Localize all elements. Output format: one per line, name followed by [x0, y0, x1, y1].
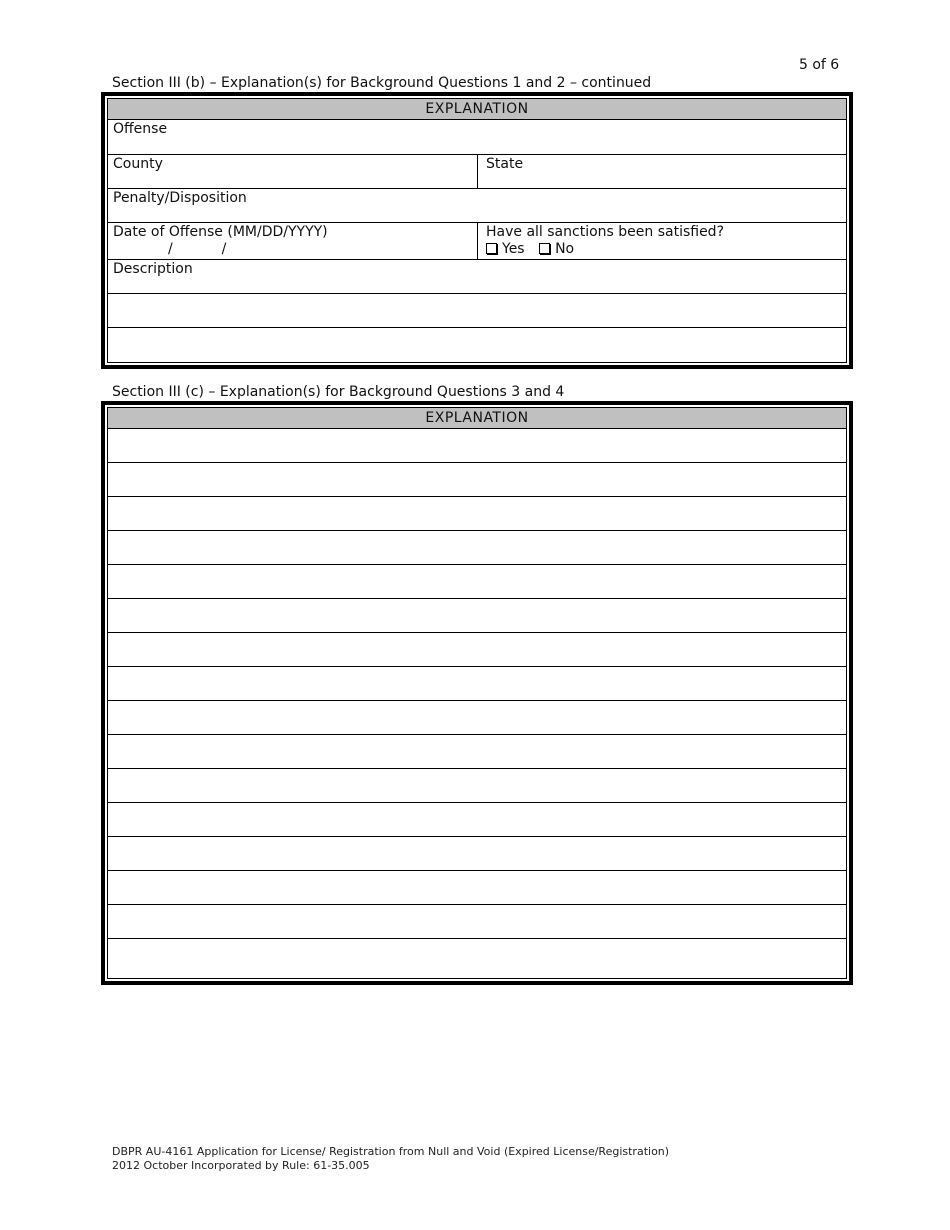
description-row[interactable] [108, 260, 846, 294]
state-label: State [486, 156, 524, 172]
sanctions-field [478, 223, 846, 259]
county-label: County [113, 156, 163, 172]
no-option[interactable] [539, 241, 574, 257]
offense-row[interactable] [108, 120, 846, 155]
yes-option[interactable] [486, 241, 525, 257]
section-b-table [107, 98, 847, 363]
penalty-label: Penalty/Disposition [113, 190, 247, 206]
section-c-title: Section III (c) – Explanation(s) for Background Questions 3 and 4 [112, 384, 565, 400]
state-field[interactable] [478, 155, 846, 188]
footer-line-2: 2012 October Incorporated by Rule: 61-35.005 [112, 1159, 370, 1172]
footer [112, 1145, 669, 1173]
description-line-2[interactable] [108, 294, 846, 328]
no-checkbox[interactable] [539, 243, 550, 254]
section-c-form [101, 401, 853, 985]
section-b-title: Section III (b) – Explanation(s) for Background Questions 1 and 2 – continued [112, 75, 652, 91]
explanation-lines [108, 429, 846, 973]
explanation-line[interactable] [108, 667, 846, 701]
yes-checkbox[interactable] [486, 243, 497, 254]
section-b-header: EXPLANATION [108, 99, 846, 120]
explanation-line[interactable] [108, 871, 846, 905]
description-line-3[interactable] [108, 328, 846, 362]
penalty-row[interactable] [108, 189, 846, 223]
sanctions-label: Have all sanctions been satisfied? [486, 224, 724, 240]
explanation-line[interactable] [108, 905, 846, 939]
section-b-form [101, 92, 853, 369]
no-label: No [555, 241, 575, 257]
date-label: Date of Offense (MM/DD/YYYY) [113, 224, 328, 240]
yes-label: Yes [502, 241, 525, 257]
date-slashes: / / [168, 241, 227, 257]
description-label: Description [113, 261, 193, 277]
explanation-line[interactable] [108, 939, 846, 973]
explanation-line[interactable] [108, 633, 846, 667]
explanation-line[interactable] [108, 701, 846, 735]
explanation-line[interactable] [108, 769, 846, 803]
explanation-line[interactable] [108, 463, 846, 497]
explanation-line[interactable] [108, 599, 846, 633]
county-field[interactable] [108, 155, 478, 188]
page-number: 5 of 6 [799, 57, 840, 73]
date-sanctions-row [108, 223, 846, 260]
explanation-line[interactable] [108, 565, 846, 599]
explanation-line[interactable] [108, 837, 846, 871]
footer-line-1: DBPR AU-4161 Application for License/ Registration from Null and Void (Expired License/Registration) [112, 1145, 670, 1158]
county-state-row [108, 155, 846, 189]
explanation-line[interactable] [108, 735, 846, 769]
section-c-header: EXPLANATION [108, 408, 846, 429]
offense-label: Offense [113, 121, 168, 137]
explanation-line[interactable] [108, 497, 846, 531]
explanation-line[interactable] [108, 429, 846, 463]
explanation-line[interactable] [108, 803, 846, 837]
section-c-table [107, 407, 847, 979]
explanation-line[interactable] [108, 531, 846, 565]
date-of-offense-field[interactable] [108, 223, 478, 259]
